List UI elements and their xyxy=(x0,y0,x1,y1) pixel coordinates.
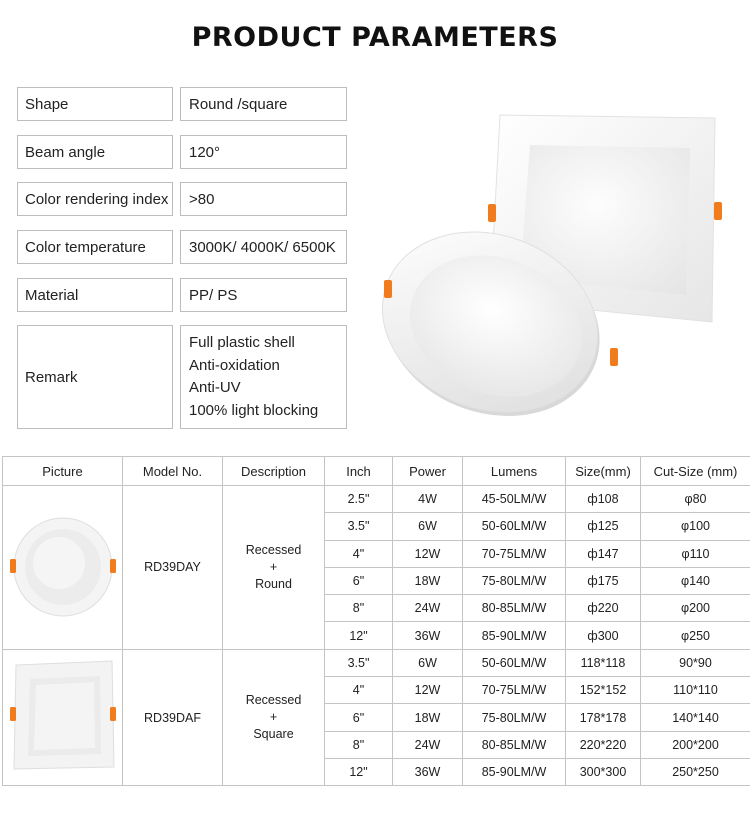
cell-inch: 8" xyxy=(325,595,393,622)
cell-inch: 6" xyxy=(325,704,393,731)
model-number: RD39DAF xyxy=(123,649,223,785)
cell-size: 178*178 xyxy=(566,704,641,731)
description: Recessed + Round xyxy=(223,486,325,650)
round-downlight-image xyxy=(4,491,122,641)
param-value: PP/ PS xyxy=(180,278,347,312)
param-value: >80 xyxy=(180,182,347,216)
square-light-picture xyxy=(3,649,123,785)
cell-power: 4W xyxy=(393,486,463,513)
param-value: 120° xyxy=(180,135,347,169)
cell-size: ф147 xyxy=(566,540,641,567)
param-label: Material xyxy=(17,278,173,312)
cell-cut-size: 110*110 xyxy=(641,677,750,704)
table-row xyxy=(3,486,750,513)
cell-lumens: 50-60LM/W xyxy=(463,649,566,676)
cell-inch: 8" xyxy=(325,731,393,758)
cell-cut-size: φ100 xyxy=(641,513,750,540)
column-header: Inch xyxy=(325,457,393,486)
cell-inch: 12" xyxy=(325,758,393,785)
cell-power: 24W xyxy=(393,731,463,758)
param-value: 3000K/ 4000K/ 6500K xyxy=(180,230,347,264)
cell-size: 300*300 xyxy=(566,758,641,785)
column-header: Model No. xyxy=(123,457,223,486)
square-downlight-image xyxy=(4,651,122,781)
param-label: Shape xyxy=(17,87,173,121)
cell-lumens: 85-90LM/W xyxy=(463,622,566,649)
param-label: Remark xyxy=(17,325,173,429)
cell-power: 12W xyxy=(393,677,463,704)
cell-cut-size: 200*200 xyxy=(641,731,750,758)
cell-lumens: 75-80LM/W xyxy=(463,567,566,594)
cell-inch: 3.5" xyxy=(325,513,393,540)
product-hero-image xyxy=(370,90,750,435)
cell-cut-size: φ110 xyxy=(641,540,750,567)
description: Recessed + Square xyxy=(223,649,325,785)
cell-power: 18W xyxy=(393,567,463,594)
cell-power: 24W xyxy=(393,595,463,622)
cell-inch: 4" xyxy=(325,540,393,567)
cell-lumens: 70-75LM/W xyxy=(463,540,566,567)
cell-power: 12W xyxy=(393,540,463,567)
cell-lumens: 70-75LM/W xyxy=(463,677,566,704)
cell-size: ф125 xyxy=(566,513,641,540)
remark-line: Anti-oxidation xyxy=(189,356,280,374)
column-header: Lumens xyxy=(463,457,566,486)
model-number: RD39DAY xyxy=(123,486,223,650)
cell-power: 18W xyxy=(393,704,463,731)
cell-lumens: 80-85LM/W xyxy=(463,595,566,622)
cell-size: ф220 xyxy=(566,595,641,622)
cell-cut-size: φ200 xyxy=(641,595,750,622)
cell-size: ф108 xyxy=(566,486,641,513)
cell-cut-size: φ250 xyxy=(641,622,750,649)
table-header-row xyxy=(3,457,750,486)
column-header: Cut-Size (mm) xyxy=(641,457,750,486)
param-value-remark xyxy=(180,325,347,429)
param-label: Beam angle xyxy=(17,135,173,169)
cell-cut-size: 250*250 xyxy=(641,758,750,785)
cell-size: ф300 xyxy=(566,622,641,649)
cell-cut-size: φ140 xyxy=(641,567,750,594)
cell-power: 6W xyxy=(393,649,463,676)
cell-power: 6W xyxy=(393,513,463,540)
cell-size: 152*152 xyxy=(566,677,641,704)
page-title: PRODUCT PARAMETERS xyxy=(191,22,559,53)
column-header: Size(mm) xyxy=(566,457,641,486)
cell-inch: 2.5" xyxy=(325,486,393,513)
cell-cut-size: 90*90 xyxy=(641,649,750,676)
cell-lumens: 85-90LM/W xyxy=(463,758,566,785)
spec-table xyxy=(2,456,750,786)
round-light-picture xyxy=(3,486,123,650)
cell-inch: 6" xyxy=(325,567,393,594)
cell-inch: 3.5" xyxy=(325,649,393,676)
remark-line: 100% light blocking xyxy=(189,401,319,419)
param-value: Round /square xyxy=(180,87,347,121)
cell-lumens: 75-80LM/W xyxy=(463,704,566,731)
cell-cut-size: 140*140 xyxy=(641,704,750,731)
cell-lumens: 80-85LM/W xyxy=(463,731,566,758)
column-header: Picture xyxy=(3,457,123,486)
param-label: Color rendering index xyxy=(17,182,173,216)
column-header: Description xyxy=(223,457,325,486)
cell-inch: 12" xyxy=(325,622,393,649)
cell-size: 118*118 xyxy=(566,649,641,676)
remark-line: Full plastic shell xyxy=(189,334,295,351)
param-label: Color temperature xyxy=(17,230,173,264)
remark-line: Anti-UV xyxy=(189,379,241,396)
cell-inch: 4" xyxy=(325,677,393,704)
cell-cut-size: φ80 xyxy=(641,486,750,513)
cell-size: ф175 xyxy=(566,567,641,594)
cell-lumens: 45-50LM/W xyxy=(463,486,566,513)
cell-size: 220*220 xyxy=(566,731,641,758)
cell-lumens: 50-60LM/W xyxy=(463,513,566,540)
cell-power: 36W xyxy=(393,622,463,649)
column-header: Power xyxy=(393,457,463,486)
cell-power: 36W xyxy=(393,758,463,785)
table-row xyxy=(3,649,750,676)
